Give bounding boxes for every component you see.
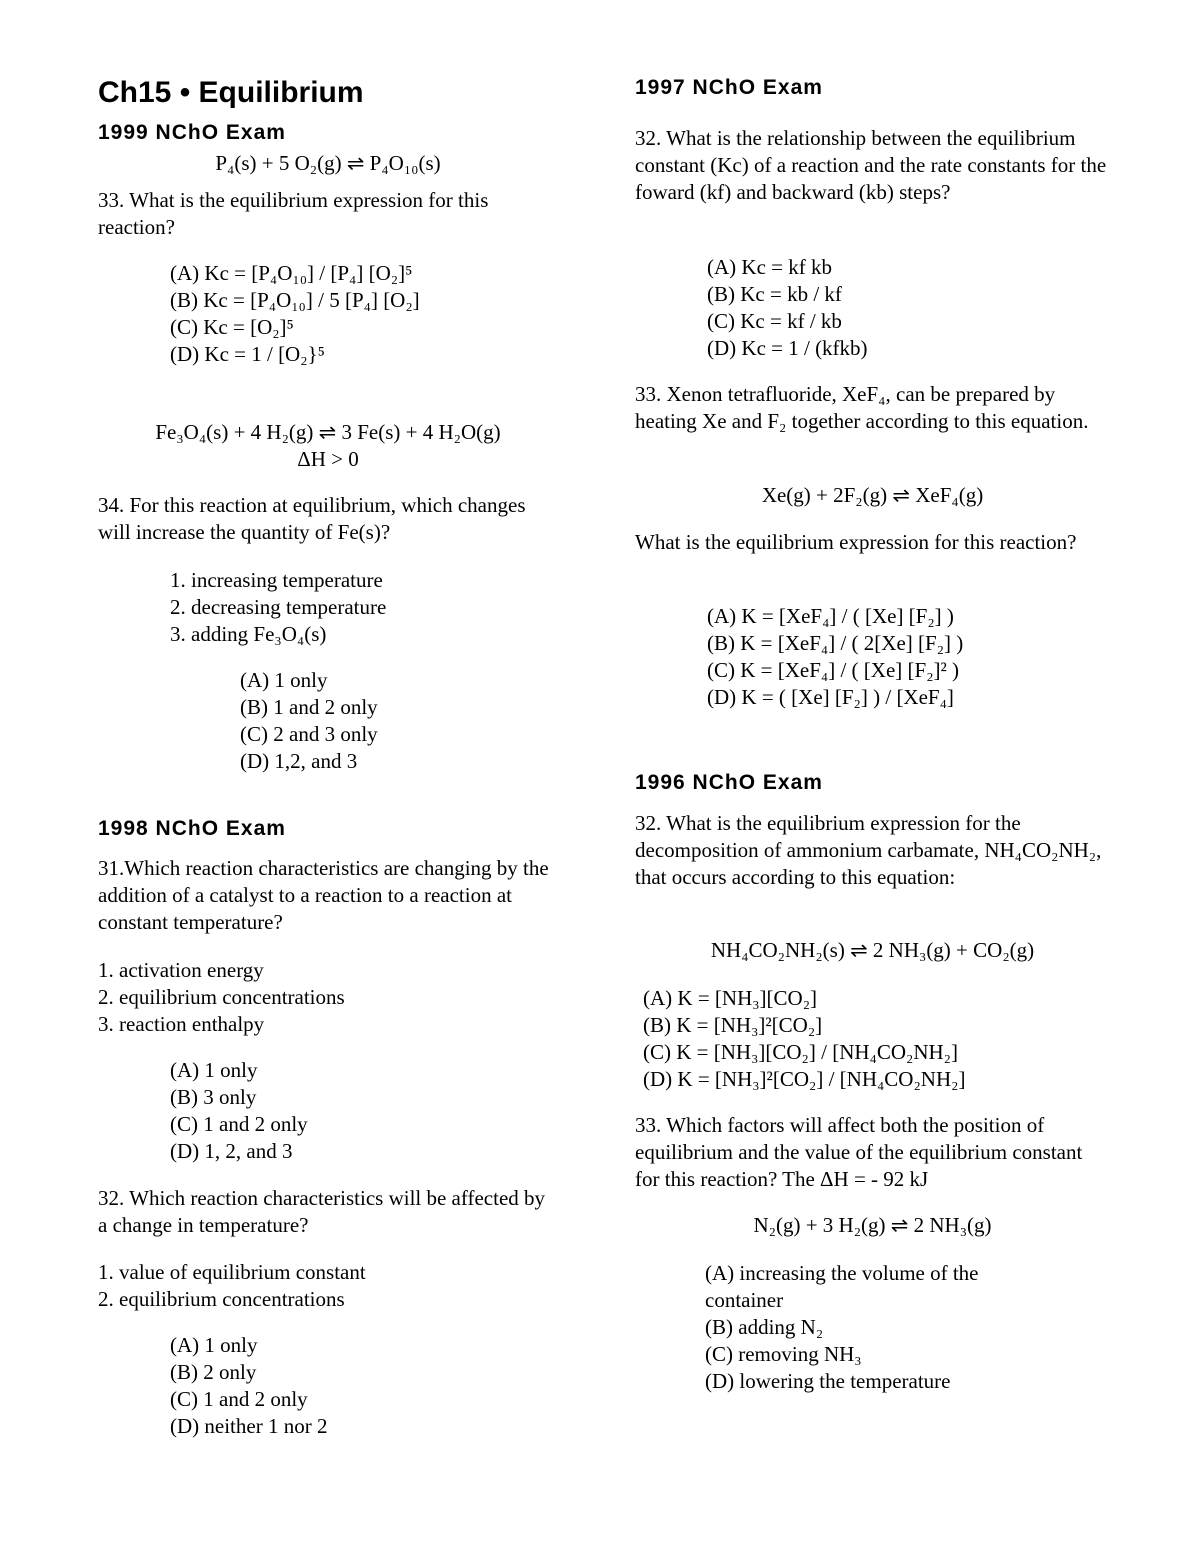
option-a: (A) K = [XeF₄] / ( [Xe] [F₂] ) bbox=[707, 604, 954, 628]
page-title: Ch15 • Equilibrium bbox=[98, 76, 364, 109]
question-32-1997-options bbox=[635, 254, 1110, 362]
option-d: (D) neither 1 nor 2 bbox=[170, 1414, 328, 1438]
option-d: (D) K = ( [Xe] [F₂] ) / [XeF₄] bbox=[707, 685, 954, 709]
option-b: (B) K = [NH₃]²[CO₂] bbox=[643, 1013, 823, 1037]
option-b: (B) 3 only bbox=[170, 1085, 257, 1109]
question-33-1997-stem-2: What is the equilibrium expression for this reaction? bbox=[635, 530, 1077, 554]
exam-heading-1997: 1997 NChO Exam bbox=[635, 76, 823, 99]
equation-p4: P₄(s) + 5 O₂(g) ⇌ P₄O₁₀(s) bbox=[215, 151, 441, 175]
question-33-options bbox=[98, 260, 558, 368]
question-34-stem: 34. For this reaction at equilibrium, which changes will increase the quantity of Fe(s)? bbox=[98, 493, 526, 544]
option-d: (D) lowering the temperature bbox=[705, 1369, 951, 1393]
option-b: (B) Kc = kb / kf bbox=[707, 282, 842, 306]
option-d: (D) K = [NH₃]²[CO₂] / [NH₄CO₂NH₂] bbox=[643, 1067, 966, 1091]
option-c: (C) 1 and 2 only bbox=[170, 1387, 308, 1411]
option-a: (A) 1 only bbox=[170, 1333, 258, 1357]
option-c: (C) K = [XeF₄] / ( [Xe] [F₂]² ) bbox=[707, 658, 960, 682]
question-32-1997-stem: 32. What is the relationship between the equilibrium constant (Kc) of a reaction and the rate constants for the foward (kf) and backward (kb) steps? bbox=[635, 126, 1107, 204]
option-a: (A) 1 only bbox=[240, 668, 328, 692]
equation-fe3o4: Fe₃O₄(s) + 4 H₂(g) ⇌ 3 Fe(s) + 4 H₂O(g) bbox=[155, 420, 501, 444]
equation-fe3o4-enthalpy: ΔH > 0 bbox=[297, 447, 359, 471]
list-item: 1. activation energy bbox=[98, 958, 264, 982]
list-item: 1. increasing temperature bbox=[170, 568, 383, 592]
option-b: (B) Kc = [P₄O₁₀] / 5 [P₄] [O₂] bbox=[170, 288, 420, 312]
option-c: (C) Kc = kf / kb bbox=[707, 309, 842, 333]
option-c: (C) removing NH₃ bbox=[705, 1342, 862, 1366]
question-33-1996-stem: 33. Which factors will affect both the position of equilibrium and the value of the equilibrium constant for this reaction? The ΔH = - 92 kJ bbox=[635, 1113, 1083, 1191]
question-33-1997-options bbox=[635, 603, 1110, 711]
option-b: (B) adding N₂ bbox=[705, 1315, 824, 1339]
option-a: (A) increasing the volume of the container bbox=[705, 1261, 979, 1312]
exam-heading-1999: 1999 NChO Exam bbox=[98, 121, 286, 144]
list-item: 1. value of equilibrium constant bbox=[98, 1260, 366, 1284]
option-c: (C) K = [NH₃][CO₂] / [NH₄CO₂NH₂] bbox=[643, 1040, 958, 1064]
list-item: 2. equilibrium concentrations bbox=[98, 985, 345, 1009]
equation-xef4: Xe(g) + 2F₂(g) ⇌ XeF₄(g) bbox=[761, 483, 984, 507]
question-32-options bbox=[98, 1332, 558, 1440]
question-32-stem: 32. Which reaction characteristics will be affected by a change in temperature? bbox=[98, 1186, 546, 1237]
option-a: (A) 1 only bbox=[170, 1058, 258, 1082]
question-33-1996-options bbox=[635, 1260, 1005, 1395]
list-item: 3. reaction enthalpy bbox=[98, 1012, 265, 1036]
question-34-items bbox=[98, 567, 558, 648]
question-31-options bbox=[98, 1057, 558, 1165]
option-a: (A) K = [NH₃][CO₂] bbox=[643, 986, 818, 1010]
question-31-stem: 31.Which reaction characteristics are changing by the addition of a catalyst to a reaction to a reaction at constant temperature? bbox=[98, 856, 549, 934]
option-b: (B) 2 only bbox=[170, 1360, 257, 1384]
question-34-options bbox=[98, 667, 558, 775]
option-b: (B) 1 and 2 only bbox=[240, 695, 378, 719]
question-33-1997-stem: 33. Xenon tetrafluoride, XeF₄, can be prepared by heating Xe and F₂ together according to this equation. bbox=[635, 382, 1089, 433]
list-item: 2. decreasing temperature bbox=[170, 595, 387, 619]
equation-ammonia: N₂(g) + 3 H₂(g) ⇌ 2 NH₃(g) bbox=[753, 1213, 992, 1237]
question-32-1996-options bbox=[635, 985, 1110, 1093]
exam-heading-1996: 1996 NChO Exam bbox=[635, 771, 823, 794]
list-item: 2. equilibrium concentrations bbox=[98, 1287, 345, 1311]
exam-heading-1998: 1998 NChO Exam bbox=[98, 817, 286, 840]
question-31-items bbox=[98, 957, 558, 1038]
option-c: (C) 2 and 3 only bbox=[240, 722, 378, 746]
option-d: (D) Kc = 1 / [O₂}⁵ bbox=[170, 342, 325, 366]
option-d: (D) Kc = 1 / (kfkb) bbox=[707, 336, 868, 360]
option-d: (D) 1, 2, and 3 bbox=[170, 1139, 293, 1163]
option-c: (C) Kc = [O₂]⁵ bbox=[170, 315, 294, 339]
question-33-stem: 33. What is the equilibrium expression for this reaction? bbox=[98, 188, 489, 239]
option-a: (A) Kc = kf kb bbox=[707, 255, 832, 279]
option-b: (B) K = [XeF₄] / ( 2[Xe] [F₂] ) bbox=[707, 631, 964, 655]
list-item: 3. adding Fe₃O₄(s) bbox=[170, 622, 327, 646]
question-32-1996-stem: 32. What is the equilibrium expression for the decomposition of ammonium carbamate, NH₄CO₂NH₂, that occurs according to this equation: bbox=[635, 811, 1102, 889]
question-32-items bbox=[98, 1259, 558, 1313]
option-d: (D) 1,2, and 3 bbox=[240, 749, 358, 773]
equation-ammonium-carbamate: NH₄CO₂NH₂(s) ⇌ 2 NH₃(g) + CO₂(g) bbox=[710, 938, 1035, 962]
option-c: (C) 1 and 2 only bbox=[170, 1112, 308, 1136]
option-a: (A) Kc = [P₄O₁₀] / [P₄] [O₂]⁵ bbox=[170, 261, 413, 285]
